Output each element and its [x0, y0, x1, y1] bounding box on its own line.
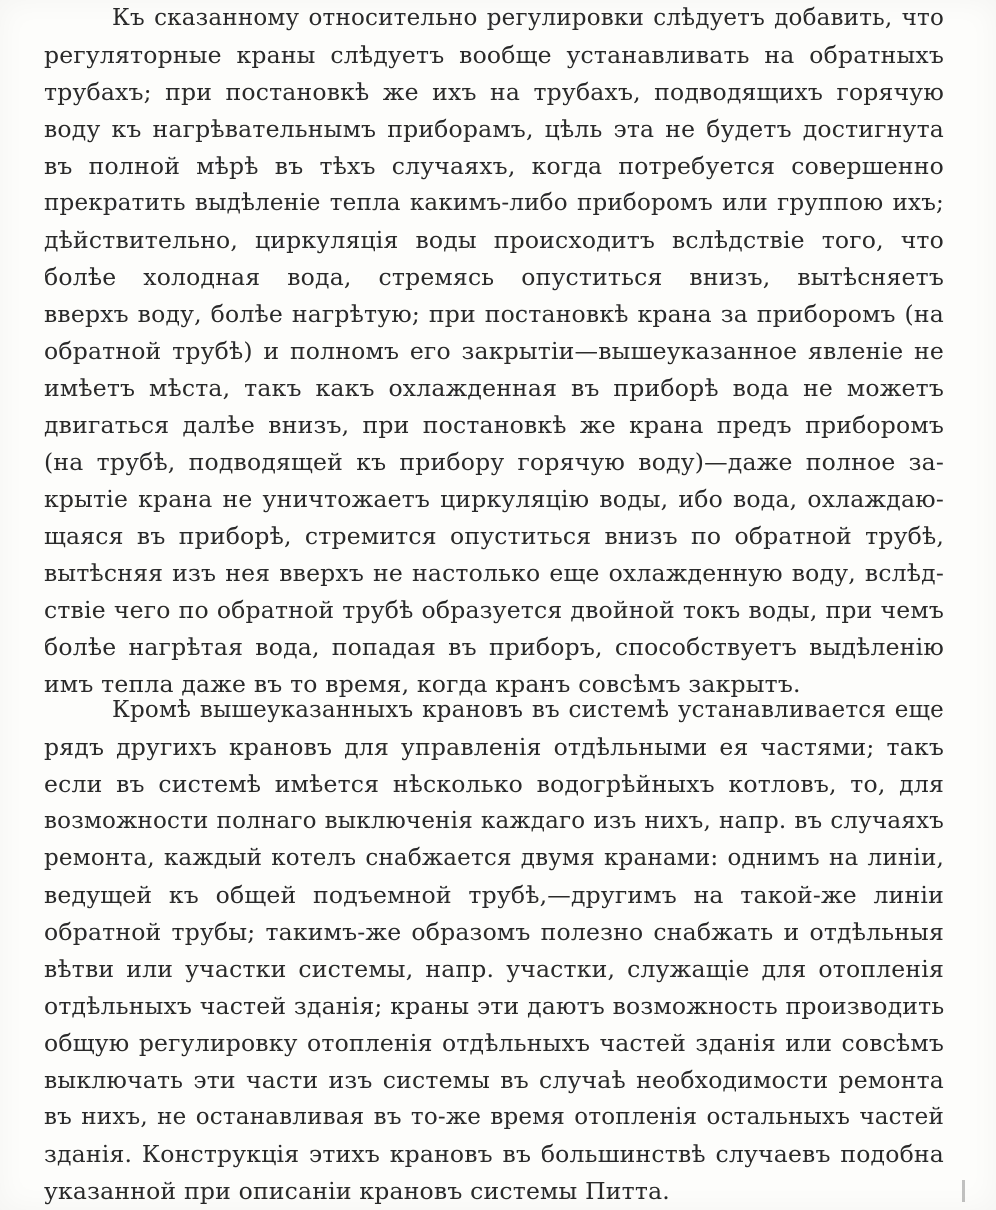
- text-line: болѣе нагрѣтая вода, попадая въ приборъ, способствуетъ выдѣленію: [44, 633, 944, 661]
- text-line: крытіе крана не уничтожаетъ циркуляцію воды, ибо вода, охлаждаю-: [44, 485, 944, 513]
- text-line: если въ системѣ имѣется нѣсколько водогрѣйныхъ котловъ, то, для: [44, 770, 944, 798]
- text-line: имъ тепла даже въ то время, когда кранъ совсѣмъ закрытъ.: [44, 670, 801, 698]
- text-line: выключать эти части изъ системы въ случаѣ необходимости ремонта: [44, 1066, 944, 1094]
- text-line: отдѣльныхъ частей зданія; краны эти даютъ возможность производить: [44, 992, 945, 1020]
- margin-mark: [962, 1180, 965, 1202]
- text-line: въ полной мѣрѣ въ тѣхъ случаяхъ, когда потребуется совершенно: [44, 152, 944, 180]
- text-line: указанной при описаніи крановъ системы Питта.: [44, 1177, 670, 1205]
- text-line: ствіе чего по обратной трубѣ образуется двойной токъ воды, при чемъ: [44, 596, 944, 624]
- text-line: ведущей къ общей подъемной трубѣ,—другимъ на такой-же линіи: [44, 881, 944, 909]
- paragraph-regulation: [44, 0, 944, 703]
- paragraph-valves: [44, 692, 944, 1210]
- text-line: дѣйствительно, циркуляція воды происходитъ вслѣдствіе того, что: [44, 226, 944, 254]
- text-line: зданія. Конструкція этихъ крановъ въ большинствѣ случаевъ подобна: [44, 1140, 944, 1168]
- text-line: вытѣсняя изъ нея вверхъ не настолько еще охлажденную воду, вслѣд-: [44, 559, 944, 587]
- text-line: двигаться далѣе внизъ, при постановкѣ же крана предъ приборомъ: [44, 411, 944, 439]
- text-line: ремонта, каждый котелъ снабжается двумя кранами: однимъ на линіи,: [44, 845, 944, 871]
- text-line: Къ сказанному относительно регулировки слѣдуетъ добавить, что: [112, 5, 944, 31]
- text-line: имѣетъ мѣста, такъ какъ охлажденная въ приборѣ вода не можетъ: [44, 374, 944, 402]
- text-line: регуляторные краны слѣдуетъ вообще устанавливать на обратныхъ: [44, 41, 944, 69]
- text-line: вверхъ воду, болѣе нагрѣтую; при постановкѣ крана за приборомъ (на: [44, 300, 944, 328]
- text-line: возможности полнаго выключенія каждаго изъ нихъ, напр. въ случаяхъ: [44, 808, 944, 834]
- text-line: въ нихъ, не останавливая въ то-же время отопленія остальныхъ частей: [44, 1104, 944, 1130]
- text-line: рядъ другихъ крановъ для управленія отдѣльными ея частями; такъ: [44, 733, 944, 761]
- text-line: воду къ нагрѣвательнымъ приборамъ, цѣль эта не будетъ достигнута: [44, 115, 944, 143]
- text-line: трубахъ; при постановкѣ же ихъ на трубахъ, подводящихъ горячую: [44, 78, 944, 106]
- text-line: обратной трубѣ) и полномъ его закрытіи—вышеуказанное явленіе не: [44, 337, 944, 365]
- text-line: (на трубѣ, подводящей къ прибору горячую воду)—даже полное за-: [44, 448, 944, 476]
- text-line: щаяся въ приборѣ, стремится опуститься внизъ по обратной трубѣ,: [44, 522, 944, 550]
- text-line: прекратить выдѣленіе тепла какимъ-либо приборомъ или группою ихъ;: [44, 190, 944, 216]
- text-line: Кромѣ вышеуказанныхъ крановъ въ системѣ устанавливается еще: [112, 697, 944, 723]
- text-line: обратной трубы; такимъ-же образомъ полезно снабжать и отдѣльныя: [44, 918, 944, 946]
- text-line: болѣе холодная вода, стремясь опуститься внизъ, вытѣсняетъ: [44, 263, 944, 291]
- text-line: вѣтви или участки системы, напр. участки, служащіе для отопленія: [44, 955, 944, 983]
- text-line: общую регулировку отопленія отдѣльныхъ частей зданія или совсѣмъ: [44, 1029, 944, 1057]
